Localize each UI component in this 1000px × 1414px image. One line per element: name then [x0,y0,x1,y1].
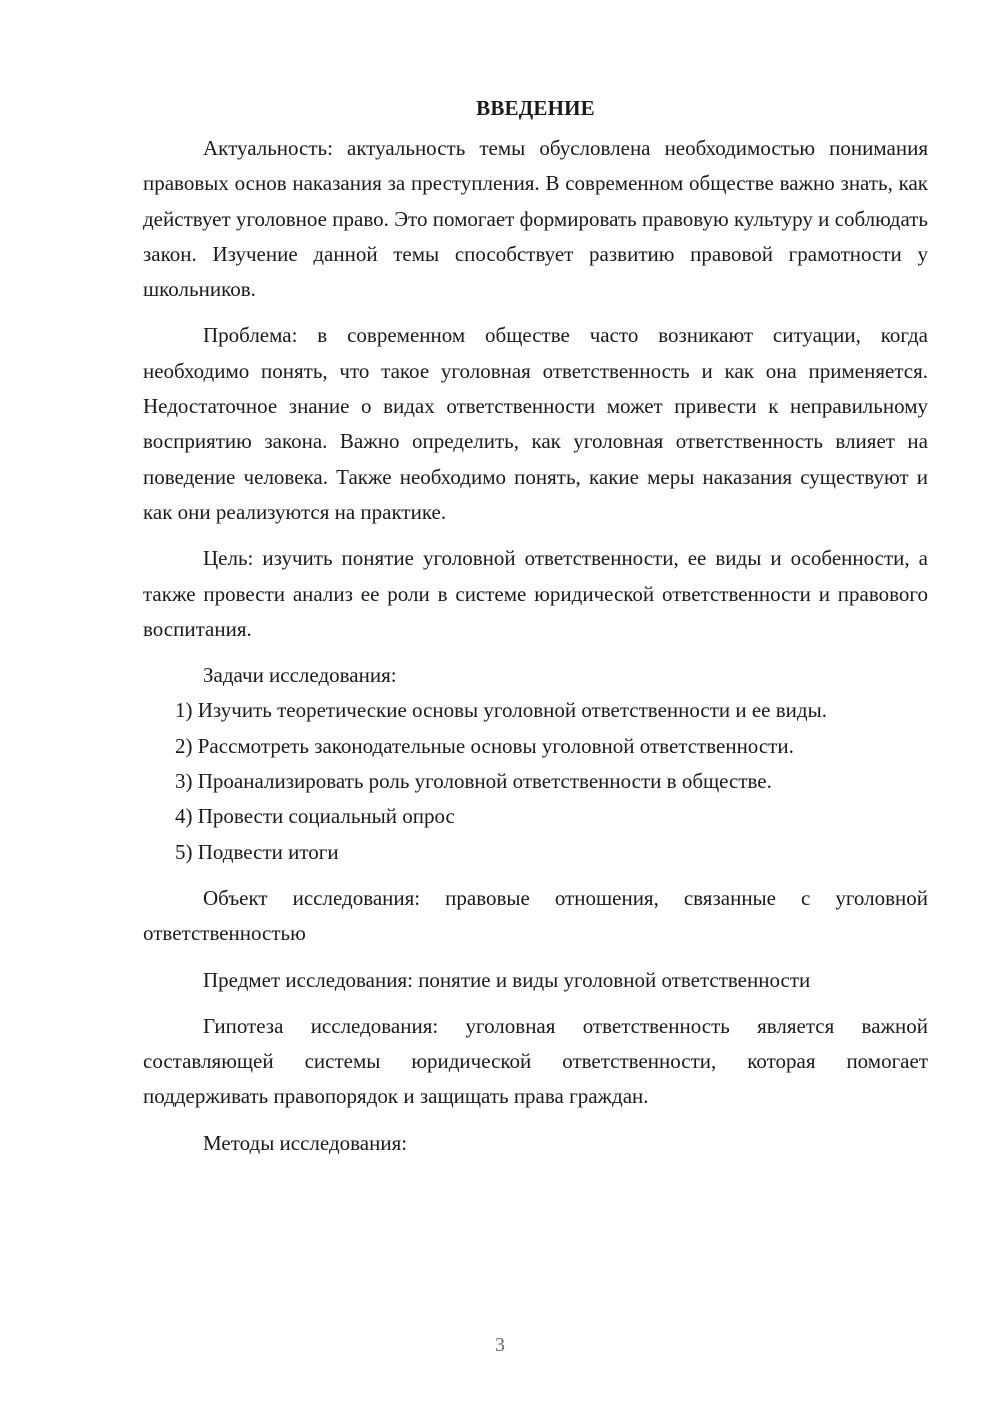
task-item-1: 1) Изучить теоретические основы уголовной ответственности и ее виды. [175,698,827,723]
page-number: 3 [495,1334,505,1356]
methods-title: Методы исследования: [203,1130,408,1155]
paragraph-relevance: Актуальность: актуальность темы обусловлена необходимостью понимания правовых основ наказания за преступления. В современном обществе важно знать, как действует уголовное право. Это помогает формировать правовую культуру и соблюдать закон. Изучение данной темы способствует развитию правовой грамотности у школьников. [143,136,928,302]
task-item-2: 2) Рассмотреть законодательные основы уголовной ответственности. [175,733,794,758]
section-heading: ВВЕДЕНИЕ [476,96,595,120]
paragraph-problem: Проблема: в современном обществе часто возникают ситуации, когда необходимо понять, что такое уголовная ответственность и как она применяется. Недостаточное знание о видах ответственности может привести к неправильному восприятию закона. Важно определить, как уголовная ответственность влияет на поведение человека. Также необходимо понять, какие меры наказания существуют и как они реализуются на практике. [143,323,928,524]
paragraph-goal: Цель: изучить понятие уголовной ответственности, ее виды и особенности, а также провести анализ ее роли в системе юридической ответственности и правового воспитания. [143,546,928,641]
page-content [143,96,928,1161]
tasks-title: Задачи исследования: [203,663,397,688]
paragraph-subject: Предмет исследования: понятие и виды уголовной ответственности [203,967,811,992]
task-item-3: 3) Проанализировать роль уголовной ответственности в обществе. [175,769,772,794]
task-item-4: 4) Провести социальный опрос [175,804,455,829]
paragraph-object: Объект исследования: правовые отношения, связанные с уголовной ответственностью [143,885,928,946]
paragraph-hypothesis: Гипотеза исследования: уголовная ответственность является важной составляющей системы юридической ответственности, которая помогает поддерживать правопорядок и защищать права граждан. [143,1013,928,1109]
task-item-5: 5) Подвести итоги [175,839,339,864]
